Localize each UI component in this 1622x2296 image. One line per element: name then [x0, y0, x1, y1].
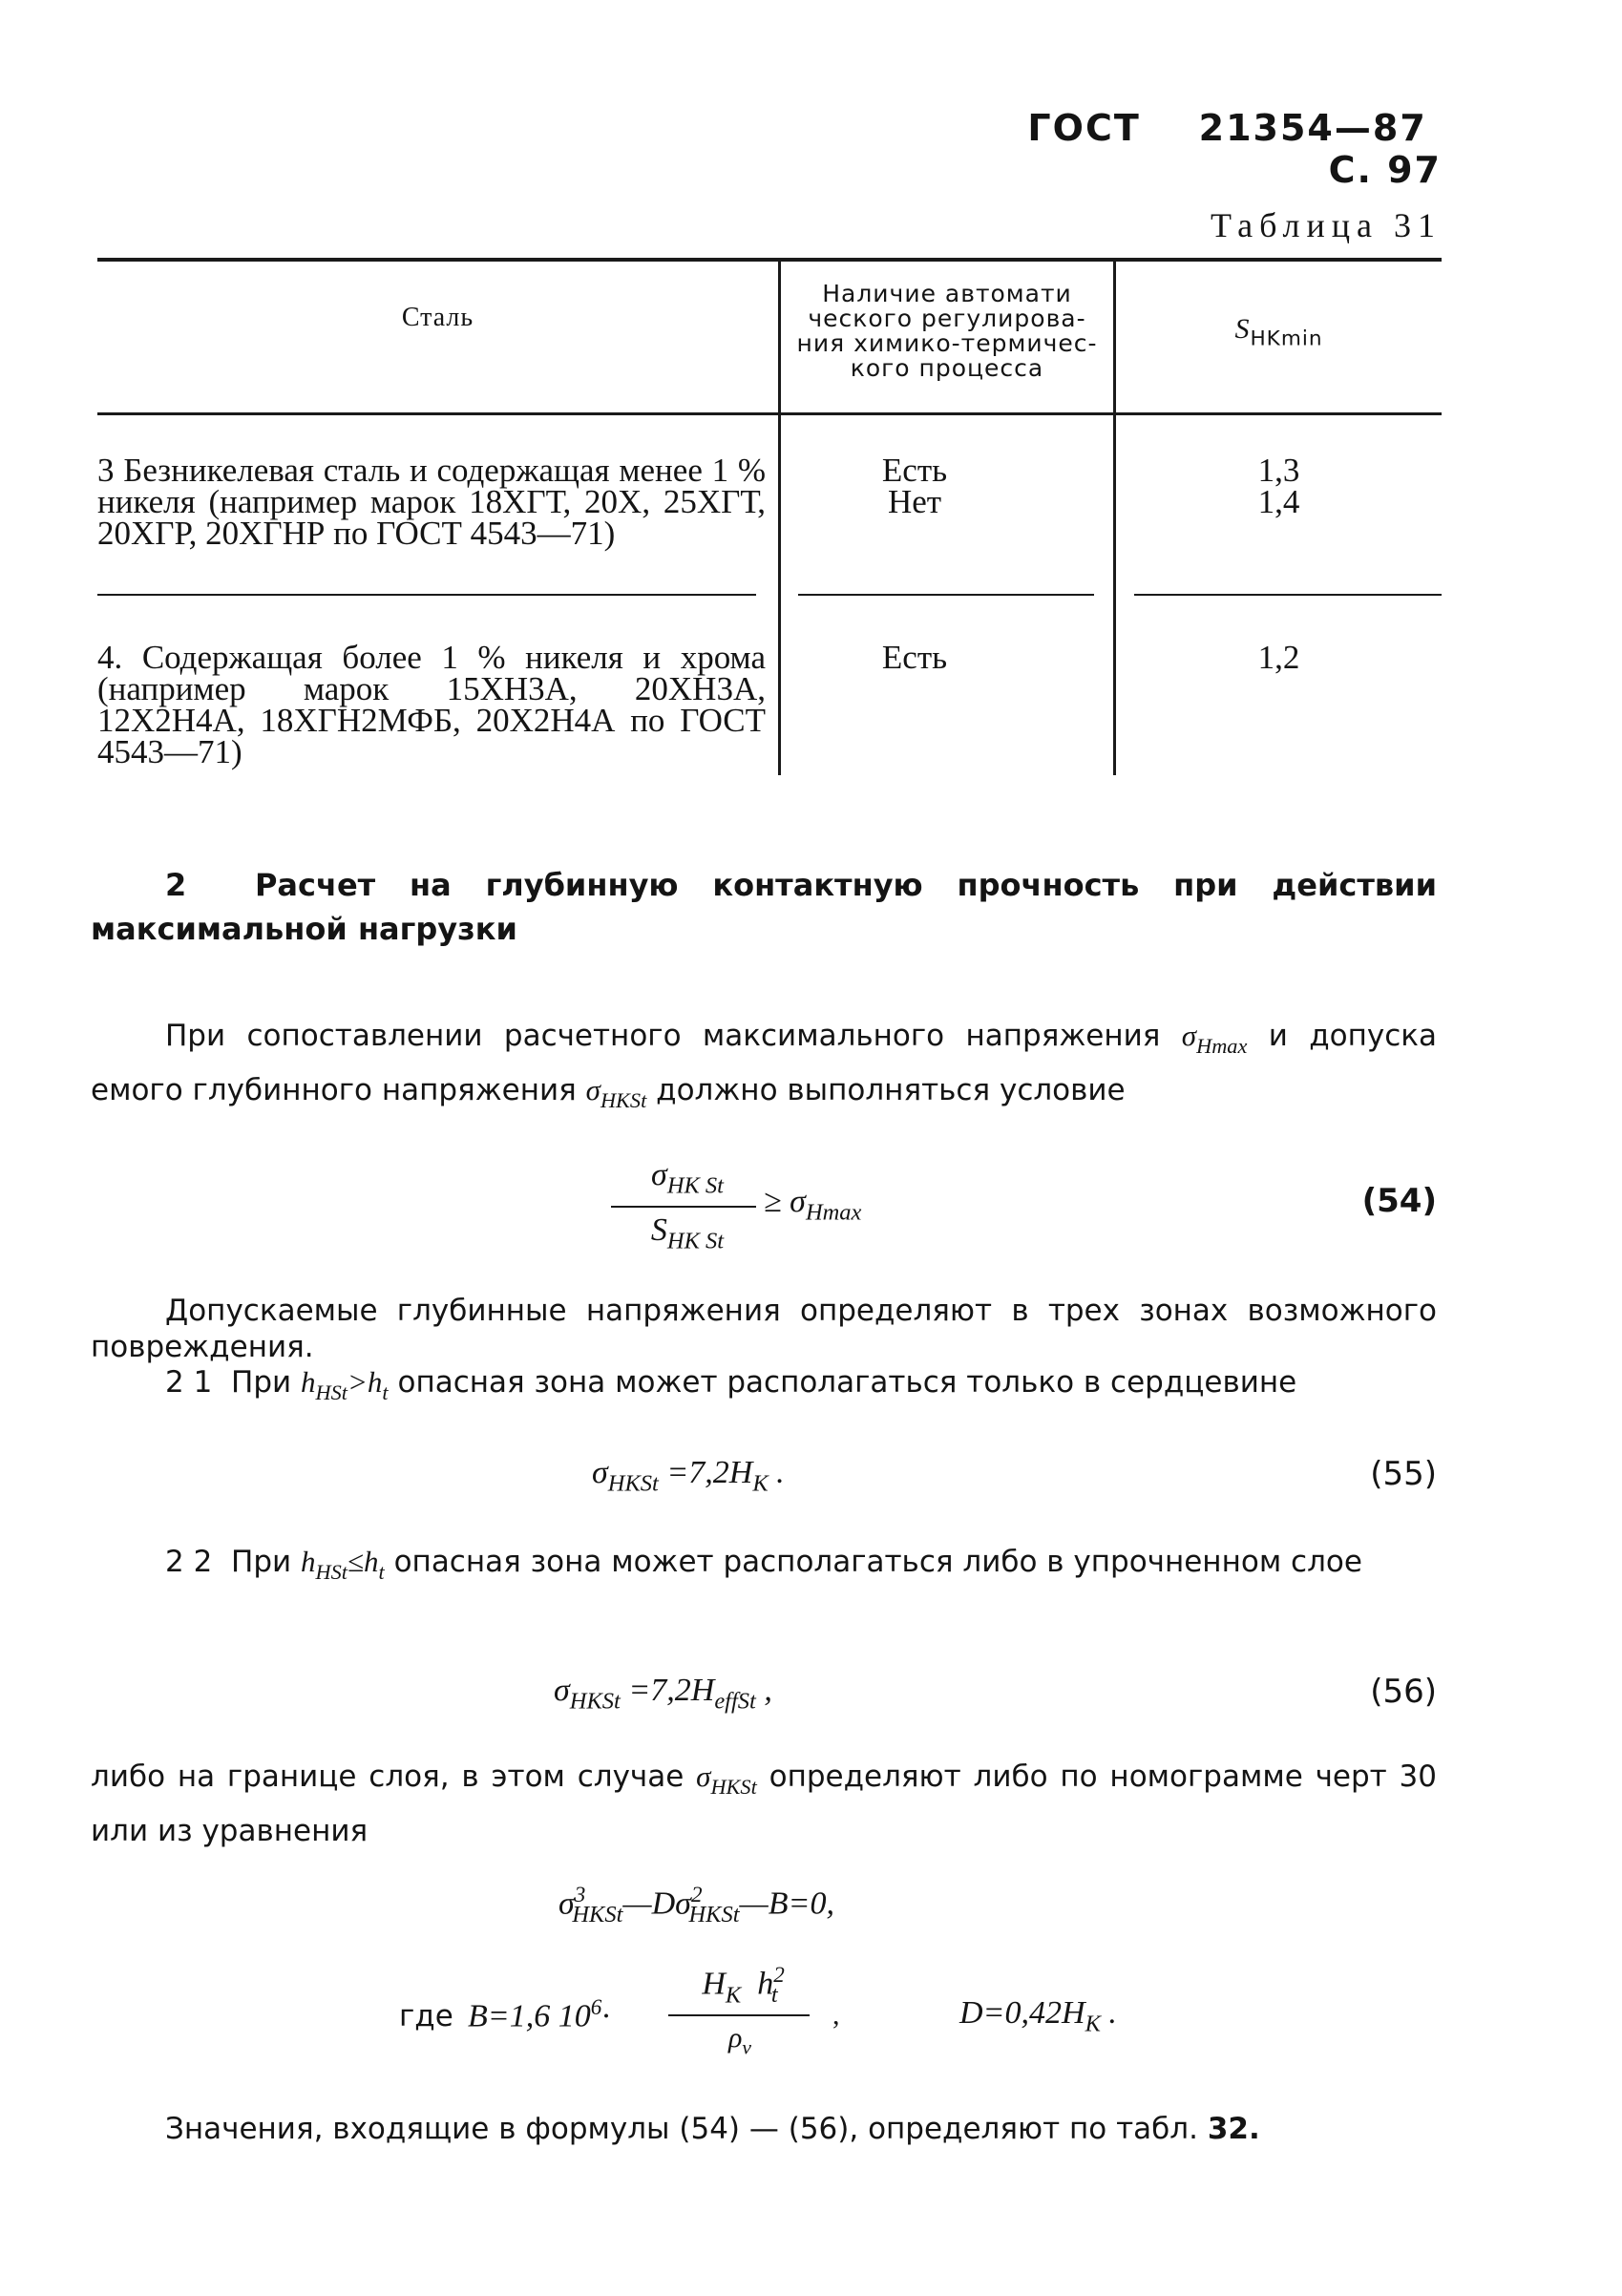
section-title: Расчет на глубинную контактную прочность при действии максимальной нагрузки: [91, 867, 1438, 947]
table-top-rule: [97, 258, 1442, 262]
eq54-fraction-bar: [611, 1206, 756, 1208]
where-label: где: [399, 1999, 453, 2033]
table-row-1-s: [1116, 452, 1442, 520]
col-header-auto-line: кого процесса: [850, 354, 1044, 382]
b-definition: B=1,6 $10^6\cdot$: [468, 1995, 610, 2034]
table-cell: 1,4: [1257, 483, 1300, 520]
eq56-sub: effSt: [714, 1688, 756, 1715]
gost-label: ГОСТ: [1027, 107, 1141, 149]
eq56-rhs: =7,2H: [628, 1673, 715, 1708]
gost-number: 21354—87: [1198, 107, 1427, 149]
row-divider-steel: [97, 594, 756, 596]
den-sub: v: [742, 2035, 751, 2059]
table-cell: Нет: [887, 483, 942, 520]
table-cell: 1,3: [1257, 452, 1300, 489]
text-run: должно выполняться условие: [656, 1072, 1126, 1107]
sigma-hmax: $\sigma_{Hmax}$: [1181, 1019, 1248, 1058]
d-sub: K: [1085, 2011, 1101, 2037]
table-row-2-steel: 4. Содержащая более 1 % никеля и хрома (например марок 15ХН3А, 20ХН3А, 12Х2Н4А, 18ХГН2МФБ, 20Х2Н4А по ГОСТ 4543—71): [97, 639, 766, 770]
d-definition-text: D=0,42H: [959, 1995, 1085, 2031]
eq55-rhs: =7,2H: [666, 1455, 753, 1490]
section-heading: [91, 863, 1437, 951]
text-run: определяют либо по номограмме черт 30 или из уравнения: [91, 1759, 1437, 1848]
h-condition: $h_{HSt}>h_t$: [301, 1365, 389, 1404]
paragraph-condition: [91, 1014, 1437, 1123]
page-header: [1022, 107, 1442, 191]
text-run: либо на границе слоя, в этом случае: [91, 1759, 685, 1794]
eq54-denominator: $S_{HK St}$: [650, 1212, 725, 1254]
text-run: опасная зона может располагаться либо в упрочненном слое: [393, 1545, 1362, 1579]
table-row-1-auto: [781, 452, 1048, 520]
den-rho: ρ: [728, 2022, 743, 2054]
table-cell: Есть: [881, 452, 948, 489]
paragraph-2-1: [165, 1363, 1437, 1412]
col-header-s-sub: HKmin: [1250, 326, 1323, 351]
text-run: опасная зона может располагаться только в сердцевине: [397, 1365, 1297, 1400]
table-ref: 32.: [1207, 2112, 1260, 2146]
table-row-2-auto: [781, 639, 1048, 676]
eq55-number: (55): [1370, 1455, 1437, 1493]
b-fraction-bar: [668, 2014, 810, 2016]
closing-paragraph: [165, 2110, 1437, 2148]
b-definition-text: B=1,6 10: [468, 1998, 591, 2034]
text-run: При сопоставлении расчетного максимального напряжения: [165, 1019, 1161, 1053]
section-number: 2: [165, 867, 187, 903]
num-h: H: [702, 1966, 726, 2002]
col-header-auto: [781, 282, 1113, 381]
col-header-s: [1116, 313, 1442, 352]
sigma-hkst: $\sigma_{HKSt}$: [696, 1759, 757, 1799]
eq54-number: (54): [1361, 1182, 1437, 1220]
eq54-rhs: ≥ $\sigma_{Hmax}$: [764, 1184, 862, 1226]
eq55: $\sigma_{HKSt} =7,2H_K$ .: [592, 1455, 785, 1497]
page-number: С. 97: [1328, 149, 1442, 191]
row-divider-auto: [798, 594, 1094, 596]
col-header-auto-line: ческого регулирова-: [808, 305, 1086, 332]
row-divider-s: [1134, 594, 1442, 596]
b-fraction-numerator: $H_K$ $h^2_t$: [702, 1963, 785, 2009]
text-run: При: [231, 1365, 292, 1400]
table-caption: Таблица 31: [1211, 206, 1442, 244]
clause-number: 2 1: [165, 1365, 213, 1400]
eq-cubic: $\sigma^3_{HKSt}—D\sigma^2_{HKSt}—B=0$,: [558, 1883, 834, 1928]
h-condition: $h_{HSt}\le h_t$: [301, 1545, 385, 1584]
table-header-rule: [97, 412, 1442, 415]
sigma-hkst: $\sigma_{HKSt}$: [585, 1072, 647, 1112]
col-header-steel: Сталь: [401, 303, 474, 332]
text-run: При: [231, 1545, 292, 1579]
num-sub: K: [725, 1982, 742, 2009]
eq56-number: (56): [1370, 1673, 1437, 1711]
eq-cubic-tail: —B=0,: [739, 1885, 834, 1922]
paragraph-zones: Допускаемые глубинные напряжения определяют в трех зонах возможного повреждения.: [91, 1294, 1437, 1364]
eq54-numerator: $\sigma_{HK St}$: [651, 1157, 724, 1199]
col-header-s-symbol: S: [1234, 313, 1251, 345]
paragraph-boundary: [91, 1755, 1437, 1853]
col-header-auto-line: ния химико-термичес-: [796, 329, 1098, 357]
col-header-auto-line: Наличие автомати: [822, 280, 1072, 307]
text-run: Значения, входящие в формулы (54) — (56), определяют по табл.: [165, 2112, 1198, 2146]
b-fraction-denominator: [668, 2022, 811, 2060]
table-row-1-steel: 3 Безникелевая сталь и содержащая менее 1 % никеля (например марок 18ХГТ, 20Х, 25ХГТ, 20ХГР, 20ХГНР по ГОСТ 4543—71): [97, 452, 766, 552]
table-row-2-s: [1116, 639, 1442, 676]
paragraph-2-2: [91, 1541, 1437, 1593]
text-run: и допуска емого глубинного напряжения: [91, 1019, 1438, 1107]
eq56: $\sigma_{HKSt} =7,2H_{effSt}$ ,: [554, 1673, 772, 1715]
d-definition: $D=0,42H_K$ .: [959, 1995, 1117, 2037]
clause-number: 2 2: [165, 1545, 213, 1579]
table-cell: 1,2: [1257, 639, 1300, 676]
comma: ,: [832, 1999, 840, 2031]
num-ht: h: [757, 1966, 774, 2002]
table-cell: Есть: [881, 639, 948, 676]
b-exponent: 6: [590, 1995, 602, 2020]
